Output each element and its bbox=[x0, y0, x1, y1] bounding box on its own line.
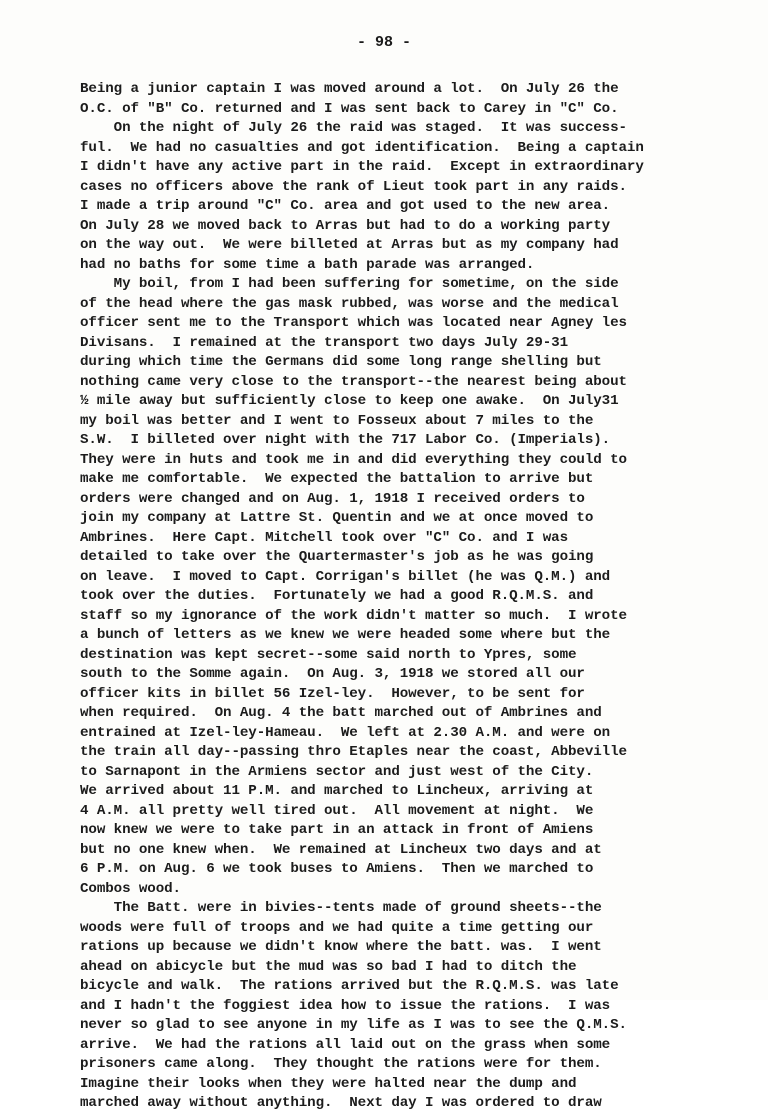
text-line: arrive. We had the rations all laid out on the grass when some bbox=[80, 1036, 611, 1053]
text-line: O.C. of "B" Co. returned and I was sent back to Carey in "C" Co. bbox=[80, 100, 619, 117]
text-line: We arrived about 11 P.M. and marched to Lincheux, arriving at bbox=[80, 783, 594, 799]
text-line: cases no officers above the rank of Lieut took part in any raids. bbox=[80, 178, 627, 195]
text-line: On the night of July 26 the raid was staged. It was success- bbox=[80, 120, 627, 136]
text-line: to Sarnapont in the Armiens sector and just west of the City. bbox=[80, 763, 594, 780]
text-line: bicycle and walk. The rations arrived but the R.Q.M.S. was late bbox=[80, 978, 619, 994]
text-line: Combos wood. bbox=[80, 880, 181, 897]
text-line: and I hadn't the foggiest idea how to issue the rations. I was bbox=[80, 997, 611, 1014]
text-line: 4 A.M. all pretty well tired out. All movement at night. We bbox=[80, 802, 594, 819]
text-line: on leave. I moved to Capt. Corrigan's billet (he was Q.M.) and bbox=[80, 568, 611, 585]
text-line: but no one knew when. We remained at Lincheux two days and at bbox=[80, 841, 602, 858]
text-line: when required. On Aug. 4 the batt marched out of Ambrines and bbox=[80, 705, 602, 721]
text-line: now knew we were to take part in an attack in front of Amiens bbox=[80, 822, 594, 838]
text-line: On July 28 we moved back to Arras but had to do a working party bbox=[80, 217, 611, 234]
text-line: Ambrines. Here Capt. Mitchell took over "C" Co. and I was bbox=[80, 529, 569, 546]
text-line: Imagine their looks when they were halted near the dump and bbox=[80, 1075, 577, 1092]
text-line: had no baths for some time a bath parade was arranged. bbox=[80, 256, 535, 273]
text-line: during which time the Germans did some long range shelling but bbox=[80, 354, 602, 370]
text-line: They were in huts and took me in and did everything they could to bbox=[80, 451, 627, 468]
typewritten-body-text bbox=[80, 80, 720, 1114]
text-line: entrained at Izel-ley-Hameau. We left at 2.30 A.M. and were on bbox=[80, 724, 611, 741]
text-line: officer sent me to the Transport which was located near Agney les bbox=[80, 315, 627, 331]
text-line: orders were changed and on Aug. 1, 1918 I received orders to bbox=[80, 490, 585, 507]
text-line: on the way out. We were billeted at Arras but as my company had bbox=[80, 237, 619, 253]
text-line: I made a trip around "C" Co. area and got used to the new area. bbox=[80, 198, 611, 214]
text-line: Divisans. I remained at the transport two days July 29-31 bbox=[80, 334, 569, 351]
page-number: - 98 - bbox=[356, 34, 411, 51]
text-line: S.W. I billeted over night with the 717 Labor Co. (Imperials). bbox=[80, 432, 611, 448]
text-line: officer kits in billet 56 Izel-ley. However, to be sent for bbox=[80, 685, 585, 702]
text-line: a bunch of letters as we knew we were headed some where but the bbox=[80, 627, 611, 643]
text-line: join my company at Lattre St. Quentin and we at once moved to bbox=[80, 510, 594, 526]
text-line: The Batt. were in bivies--tents made of ground sheets--the bbox=[80, 900, 602, 916]
text-line: destination was kept secret--some said north to Ypres, some bbox=[80, 646, 577, 663]
text-line: rations up because we didn't know where the batt. was. I went bbox=[80, 939, 602, 955]
text-line: never so glad to see anyone in my life as I was to see the Q.M.S. bbox=[80, 1017, 627, 1033]
text-line: of the head where the gas mask rubbed, was worse and the medical bbox=[80, 295, 619, 312]
text-line: marched away without anything. Next day I was ordered to draw bbox=[80, 1095, 602, 1111]
text-line: Being a junior captain I was moved around a lot. On July 26 the bbox=[80, 81, 619, 97]
text-line: south to the Somme again. On Aug. 3, 1918 we stored all our bbox=[80, 666, 585, 682]
text-line: 6 P.M. on Aug. 6 we took buses to Amiens. Then we marched to bbox=[80, 861, 594, 877]
text-line: ful. We had no casualties and got identification. Being a captain bbox=[80, 139, 644, 156]
text-line: took over the duties. Fortunately we had a good R.Q.M.S. and bbox=[80, 588, 594, 604]
text-line: staff so my ignorance of the work didn't matter so much. I wrote bbox=[80, 607, 627, 624]
text-line: make me comfortable. We expected the battalion to arrive but bbox=[80, 471, 594, 487]
text-line: woods were full of troops and we had quite a time getting our bbox=[80, 919, 594, 936]
text-line: ahead on abicycle but the mud was so bad I had to ditch the bbox=[80, 958, 577, 975]
text-line: detailed to take over the Quartermaster's job as he was going bbox=[80, 549, 594, 565]
text-line: the train all day--passing thro Etaples near the coast, Abbeville bbox=[80, 744, 627, 760]
text-line: my boil was better and I went to Fosseux about 7 miles to the bbox=[80, 412, 594, 429]
text-line: My boil, from I had been suffering for sometime, on the side bbox=[80, 276, 619, 292]
text-line: prisoners came along. They thought the rations were for them. bbox=[80, 1056, 602, 1072]
text-line: I didn't have any active part in the raid. Except in extraordinary bbox=[80, 159, 644, 175]
text-line: nothing came very close to the transport--the nearest being about bbox=[80, 373, 627, 390]
text-line: ½ mile away but sufficiently close to keep one awake. On July31 bbox=[80, 393, 619, 409]
